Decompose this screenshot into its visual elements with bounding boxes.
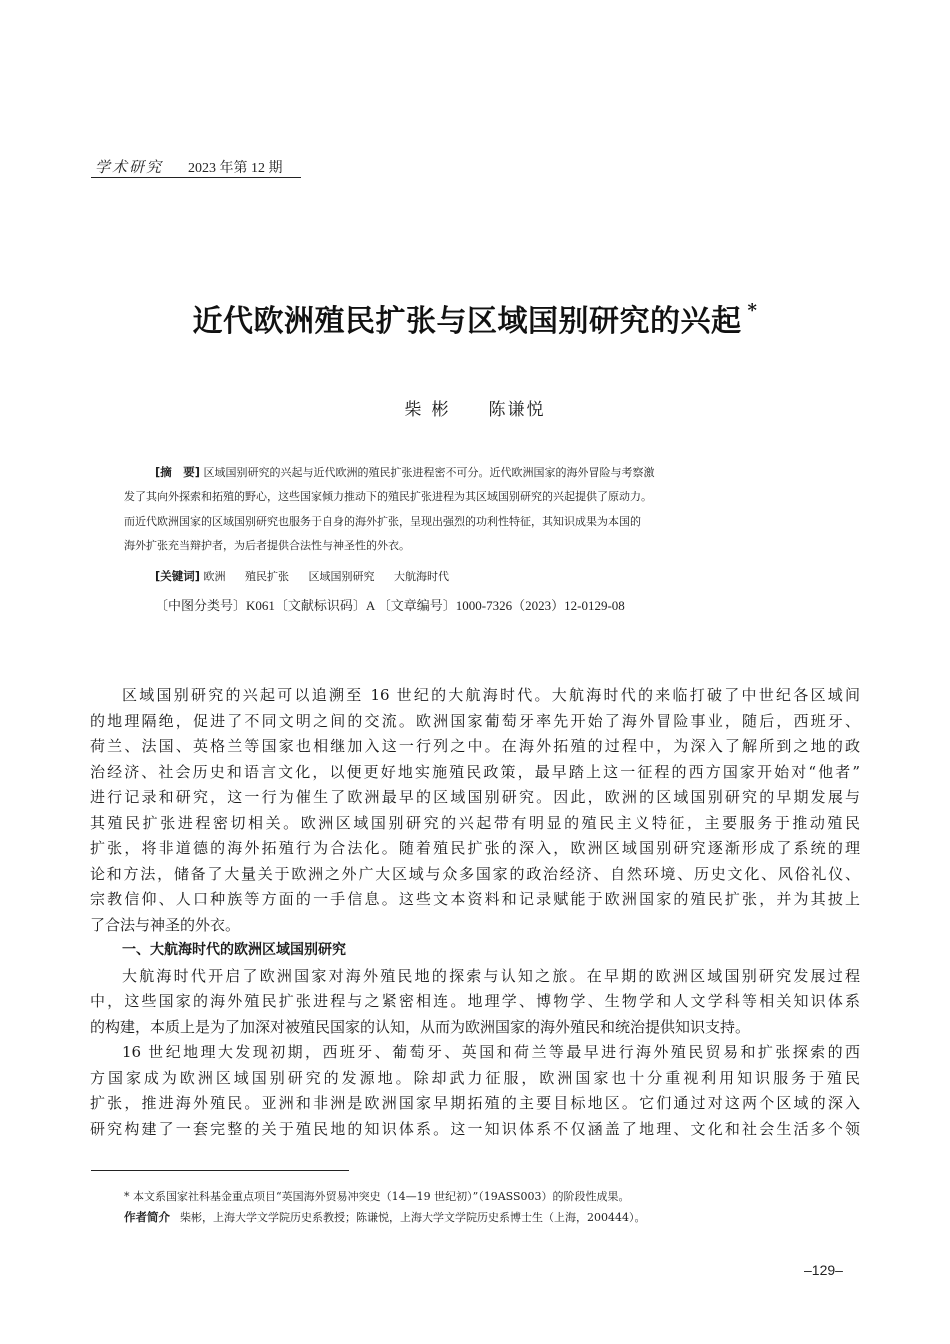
body-line: 论和方法，储备了大量关于欧洲之外广大区域与众多国家的政治经济、自然环境、历史文化、风俗礼仪、 [90, 864, 860, 883]
header-rule [91, 177, 301, 178]
journal-name: 学术研究 [95, 158, 164, 176]
issue-label: 2023 年第 12 期 [188, 161, 283, 176]
body-line: 扩张，推进海外殖民。亚洲和非洲是欧洲国家早期拓殖的主要目标地区。它们通过对这两个区域的深入 [90, 1094, 860, 1112]
body-line: 扩张，将非道德的海外拓殖行为合法化。随着殖民扩张的深入，欧洲区域国别研究逐渐形成了系统的理 [90, 839, 860, 857]
keyword: 殖民扩张 [245, 570, 290, 583]
body-line: 大航海时代开启了欧洲国家对海外殖民地的探索与认知之旅。在早期的欧洲区域国别研究发展过程 [122, 966, 860, 985]
abstract-label: [摘 要] [155, 465, 201, 479]
body-line: 其殖民扩张进程密切相关。欧洲区域国别研究的兴起带有明显的殖民主义特征，主要服务于推动殖民 [90, 813, 860, 832]
page-number: –129– [804, 1262, 843, 1278]
author-2: 陈谦悦 [488, 400, 546, 420]
body-line: 进行记录和研究，这一行为催生了欧洲最早的区域国别研究。因此，欧洲的区域国别研究的早期发展与 [90, 788, 860, 806]
body-line: 研究构建了一套完整的关于殖民地的知识体系。这一知识体系不仅涵盖了地理、文化和社会生活多个领 [90, 1119, 860, 1138]
keywords [155, 568, 465, 584]
author-1: 柴彬 [404, 400, 459, 420]
keyword: 欧洲 [203, 570, 226, 583]
body-line: 的构建，本质上是为了加深对被殖民国家的认知，从而为欧洲国家的海外殖民和统治提供知识支持。 [90, 1017, 751, 1036]
title-text: 近代欧洲殖民扩张与区域国别研究的兴起 [192, 304, 742, 339]
section-heading: 一、大航海时代的欧洲区域国别研究 [122, 942, 346, 958]
authors [0, 395, 950, 420]
fund-note: * 本文系国家社科基金重点项目“英国海外贸易冲突史（14—19 世纪初）”（19ASS003）的阶段性成果。 [124, 1190, 630, 1203]
author-note-text: 柴彬，上海大学文学院历史系教授；陈谦悦，上海大学文学院历史系博士生（上海，200444）。 [180, 1211, 646, 1224]
abstract-line: 发了其向外探索和拓殖的野心，这些国家倾力推动下的殖民扩张进程为其区域国别研究的兴起提供了原动力。 [124, 490, 652, 504]
title-footnote-mark: * [747, 300, 758, 321]
body-line: 宗教信仰、人口种族等方面的一手信息。这些文本资料和记录赋能于欧洲国家的殖民扩张，并为其披上 [90, 890, 860, 908]
author-note-label: 作者简介 [124, 1210, 170, 1224]
abstract-text: 区域国别研究的兴起与近代欧洲的殖民扩张进程密不可分。近代欧洲国家的海外冒险与考察激 [203, 466, 655, 479]
body-line: 方国家成为欧洲区域国别研究的发源地。除却武力征服，欧洲国家也十分重视利用知识服务于殖民 [90, 1068, 860, 1087]
body-line: 中，这些国家的海外殖民扩张进程与之紧密相连。地理学、博物学、生物学和人文学科等相关知识体系 [90, 992, 860, 1010]
body-line: 了合法与神圣的外衣。 [90, 915, 241, 934]
body-line: 的地理隔绝，促进了不同文明之间的交流。欧洲国家葡萄牙率先开始了海外冒险事业，随后，西班牙、 [90, 711, 860, 730]
author-note [124, 1207, 646, 1228]
keywords-label: [关键词] [155, 569, 201, 583]
body-line: 荷兰、法国、英格兰等国家也相继加入这一行列之中。在海外拓殖的过程中，为深入了解所到之地的政 [90, 737, 860, 755]
keyword: 大航海时代 [394, 570, 450, 583]
abstract-line: 而近代欧洲国家的区域国别研究也服务于自身的海外扩张，呈现出强烈的功利性特征，其知识成果为本国的 [124, 514, 641, 528]
body-line: 区域国别研究的兴起可以追溯至 16 世纪的大航海时代。大航海时代的来临打破了中世纪各区域间 [122, 686, 860, 704]
article-title [0, 296, 950, 340]
body-line: 治经济、社会历史和语言文化，以便更好地实施殖民政策，最早踏上这一征程的西方国家开始对“他者” [90, 762, 860, 781]
journal-header [91, 154, 301, 182]
keyword: 区域国别研究 [308, 570, 375, 583]
article-body [90, 683, 860, 1142]
abstract-line: 海外扩张充当辩护者，为后者提供合法性与神圣性的外衣。 [124, 538, 410, 552]
footnotes [124, 1186, 646, 1228]
body-line: 16 世纪地理大发现初期，西班牙、葡萄牙、英国和荷兰等最早进行海外殖民贸易和扩张探索的西 [122, 1043, 860, 1061]
abstract-line [124, 460, 814, 485]
classification-line: 〔中图分类号〕K061〔文献标识码〕A 〔文章编号〕1000-7326（2023）12-0129-08 [155, 598, 625, 613]
abstract [124, 460, 814, 558]
footnote-rule [91, 1170, 349, 1171]
